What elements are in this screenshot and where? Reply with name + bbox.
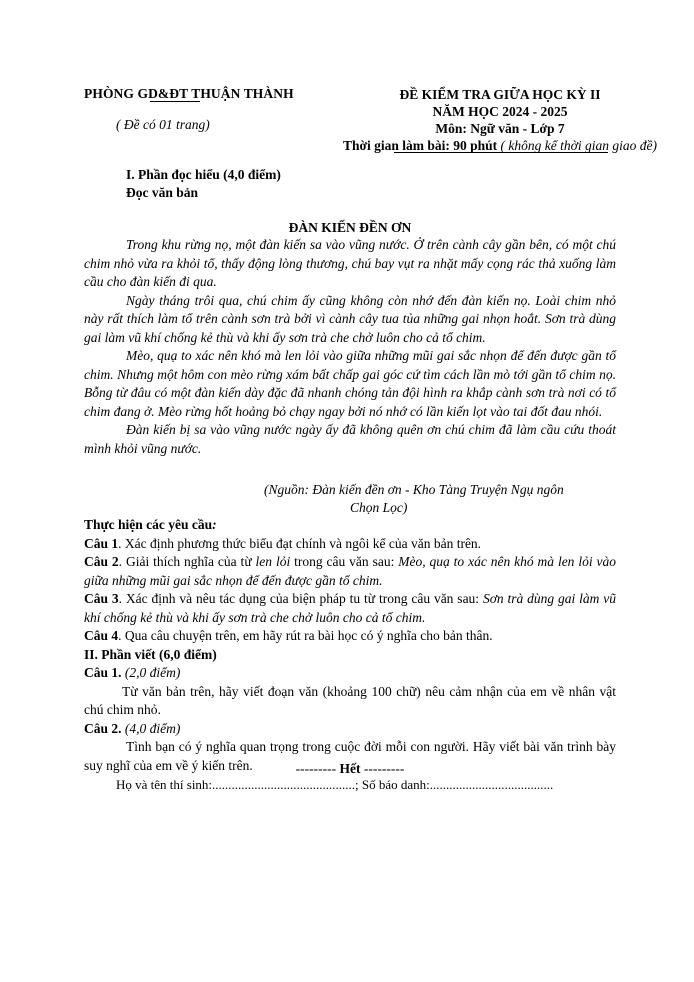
time-label: Thời gian làm bài: 90 phút xyxy=(343,138,498,153)
story-body xyxy=(84,236,616,458)
writing-task-1-text: Từ văn bản trên, hãy viết đoạn văn (khoảng 100 chữ) nêu cảm nhận của em về nhân vật chú chim nhỏ. xyxy=(84,683,616,717)
story-title: ĐÀN KIẾN ĐỀN ƠN xyxy=(288,220,412,235)
candidate-info-line: Họ và tên thí sinh:............................................; Số báo danh:...................................... xyxy=(116,777,554,792)
time-underline xyxy=(394,152,608,153)
tasks-heading-colon: : xyxy=(212,517,217,532)
question-3 xyxy=(84,590,616,627)
tasks-heading xyxy=(84,516,616,535)
writing-task-2-text: Tình bạn có ý nghĩa quan trọng trong cuộc đời mỗi con người. Hãy viết bài văn trình bày suy nghĩ của em về ý kiến trên. xyxy=(84,739,616,773)
story-paragraph: Mèo, quạ to xác nên khó mà len lỏi vào giữa những mũi gai sắc nhọn để đến được gần tổ chim. Nhưng một hôm con mèo rừng xám bất chấp gai góc cứ tìm cách lần mò tới gần tổ chim nọ. Bỗng từ đâu có một đàn kiến dày đặc đã nhanh chóng tản đội hình ra khắp cành sơn trà nơi có tổ chim đang ở. Mèo rừng hốt hoảng bỏ chạy ngay bởi nó nhớ có lần kiến lọt vào tai đốt đau nhói. xyxy=(84,348,616,419)
page-count-note: ( Đề có 01 trang) xyxy=(116,117,210,132)
writing-task-1-label: Câu 1. xyxy=(84,665,122,680)
school-name: PHÒNG GD&ĐT THUẬN THÀNH xyxy=(84,86,294,101)
section1-title: I. Phần đọc hiểu (4,0 điểm) xyxy=(126,167,281,182)
question-1-text: . Xác định phương thức biểu đạt chính và ngôi kể của văn bản trên. xyxy=(118,535,482,551)
question-3-text: . Xác định và nêu tác dụng của biện pháp tu từ trong câu văn sau: xyxy=(118,591,483,606)
writing-task-2-label: Câu 2. xyxy=(84,720,122,736)
question-2-word: len lỏi xyxy=(255,554,291,569)
question-2-label: Câu 2 xyxy=(84,554,119,569)
subject-line: Môn: Ngữ văn - Lớp 7 xyxy=(435,121,565,136)
end-prefix: --------- xyxy=(295,761,340,776)
header-left xyxy=(84,86,324,102)
header-right xyxy=(330,86,670,154)
question-3-label: Câu 3 xyxy=(84,591,119,606)
question-1 xyxy=(84,535,616,554)
question-2 xyxy=(84,553,616,590)
story-source-line2: Chọn Lọc) xyxy=(350,500,408,515)
question-4 xyxy=(84,627,616,646)
writing-task-1-points: (2,0 điểm) xyxy=(124,665,181,680)
question-2-text: . Giải thích nghĩa của từ xyxy=(118,554,256,569)
question-1-label: Câu 1 xyxy=(84,535,119,551)
question-3-quote: Sơn trà dùng gai làm vũ khí chống kẻ thù và khi ấy sơn trà che chở luôn cho cả tổ chim. xyxy=(84,591,617,625)
writing-task-1-heading xyxy=(84,664,616,683)
story-source-line1: (Nguồn: Đàn kiến đền ơn - Kho Tàng Truyện Ngụ ngôn xyxy=(264,482,564,497)
story-paragraph: Đàn kiến bị sa vào vũng nước ngày ấy đã không quên ơn chú chim đã làm cầu cứu thoát mình khỏi vũng nước. xyxy=(84,422,616,456)
section1-subtitle: Đọc văn bản xyxy=(126,185,199,200)
question-2-text2: trong câu văn sau: xyxy=(290,554,399,569)
end-word: Hết xyxy=(339,761,361,776)
story-paragraph: Trong khu rừng nọ, một đàn kiến sa vào vũng nước. Ở trên cành cây gần bên, có một chú chim nhỏ vừa ra khỏi tổ, thấy động lòng thương, chú bay vụt ra nhặt mấy cọng rác thả xuống làm cầu cho đàn kiến đi qua. xyxy=(84,237,616,289)
tasks-block xyxy=(84,516,616,775)
time-note: ( không kể thời gian giao đề) xyxy=(500,138,657,153)
school-year: NĂM HỌC 2024 - 2025 xyxy=(432,104,568,119)
story-paragraph: Ngày tháng trôi qua, chú chim ấy cũng không còn nhớ đến đàn kiến nọ. Loài chim nhỏ này rất thích làm tổ trên cành sơn trà bởi vì cành cây tua tủa những gai nhọn hoắt. Sơn trà dùng gai làm vũ khí chống kẻ thù và khi ấy sơn trà che chở luôn cho cả tổ chim. xyxy=(84,292,616,345)
section2-title: II. Phần viết (6,0 điểm) xyxy=(84,646,217,662)
writing-task-2-points: (4,0 điểm) xyxy=(124,720,181,736)
question-2-quote: Mèo, quạ to xác nên khó mà len lỏi vào giữa những mũi gai sắc nhọn để đến được gần tổ chim. xyxy=(84,554,616,588)
school-underline xyxy=(150,101,200,102)
exam-title: ĐỀ KIỂM TRA GIỮA HỌC KỲ II xyxy=(399,87,601,102)
writing-task-2-heading xyxy=(84,720,616,739)
end-suffix: --------- xyxy=(360,761,405,776)
question-4-text: . Qua câu chuyện trên, em hãy rút ra bài học có ý nghĩa cho bản thân. xyxy=(118,628,493,643)
tasks-heading-text: Thực hiện các yêu cầu xyxy=(84,517,213,532)
question-4-label: Câu 4 xyxy=(84,628,119,643)
